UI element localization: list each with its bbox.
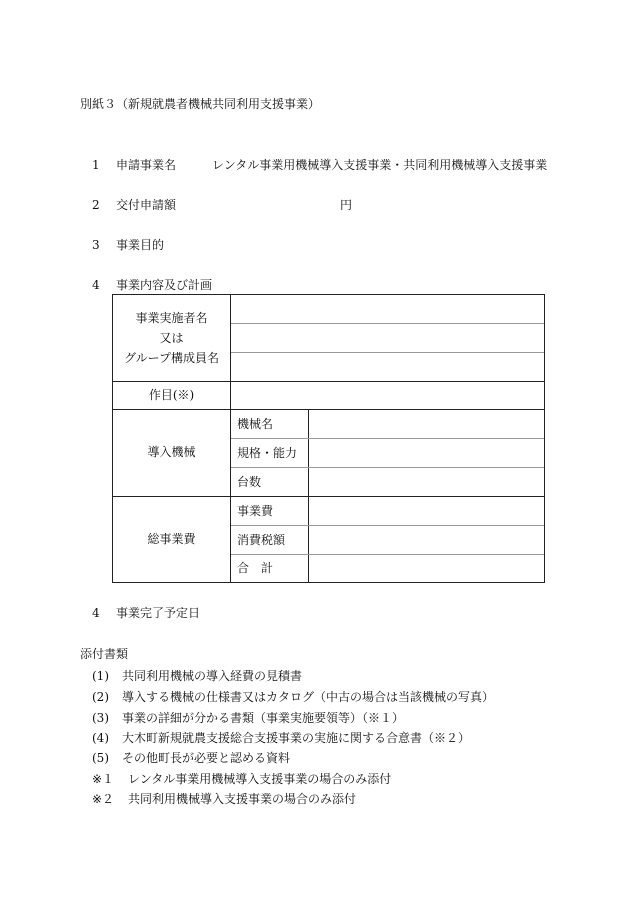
section-completion-date [92,606,200,620]
section-number: 3 [92,238,100,252]
attachment-item [92,731,470,745]
section-number: 4 [92,278,100,292]
attachment-item [92,711,404,725]
note-mark: ※１ [92,772,115,786]
section-label: 事業目的 [116,238,165,252]
tax-label: 消費税額 [237,532,286,547]
section-label: 事業完了予定日 [116,606,201,620]
attachment-mark: (3) [92,711,109,725]
machine-spec-label: 規格・能力 [237,445,298,460]
attachment-mark: (4) [92,731,109,745]
attachment-item [92,690,494,704]
total-label: 合 計 [237,561,274,575]
total-cell [237,554,273,582]
attachment-text: 導入する機械の仕様書又はカタログ（中古の場合は当該機械の写真） [122,690,495,704]
project-cost-cell [237,496,273,525]
implementer-label-line: 事業実施者名 [135,311,208,325]
plan-table [112,294,545,583]
tax-cell [237,525,285,554]
section-number: 2 [92,198,100,212]
section-application-name [92,158,547,172]
attachment-note [92,772,391,786]
application-name-value: レンタル事業用機械導入支援事業・共同利用機械導入支援事業 [212,158,548,172]
machine-count-label: 台数 [237,474,262,489]
attachment-mark: (5) [92,751,109,765]
attachment-text: 事業の詳細が分かる書類（事業実施要領等）（※１） [122,711,405,725]
implementer-label-line: 又は [159,331,184,345]
section-label: 交付申請額 [116,198,177,212]
section-content-plan [92,278,212,292]
row-divider [231,323,544,324]
note-mark: ※２ [92,792,115,806]
attachment-mark: (1) [92,669,109,683]
row-divider [231,554,544,555]
document-title: 別紙３（新規就農者機械共同利用支援事業） [80,97,321,111]
section-number: 1 [92,158,100,172]
crop-label-cell [113,381,230,409]
attachment-text: 共同利用機械の導入経費の見積書 [122,669,303,683]
attachment-note [92,792,356,806]
row-divider [231,352,544,353]
section-number: 4 [92,606,100,620]
attachment-text: 大木町新規就農支援総合支援事業の実施に関する合意書（※２） [122,731,471,745]
section-label: 事業内容及び計画 [116,278,213,292]
implementer-label-cell [113,295,230,381]
yen-unit: 円 [340,198,353,212]
note-text: レンタル事業用機械導入支援事業の場合のみ添付 [128,772,392,786]
section-purpose [92,238,164,252]
machine-label: 導入機械 [147,445,196,459]
attachment-item [92,669,302,683]
cost-label: 総事業費 [147,532,196,546]
machine-label-cell [113,409,230,495]
attachment-item [92,751,290,765]
note-text: 共同利用機械導入支援事業の場合のみ添付 [128,792,357,806]
section-requested-amount [92,198,353,212]
machine-name-cell [237,409,273,438]
project-cost-label: 事業費 [237,503,274,518]
section-label: 申請事業名 [116,158,177,172]
crop-label: 作目(※) [148,388,195,402]
cost-label-cell [113,496,230,582]
attachment-mark: (2) [92,690,109,704]
machine-count-cell [237,467,261,496]
machine-name-label: 機械名 [237,416,274,431]
implementer-label-line: グループ構成員名 [123,351,220,365]
row-divider [231,467,544,468]
machine-spec-cell [237,438,297,467]
attachments-title: 添付書類 [80,647,129,661]
attachment-text: その他町長が必要と認める資料 [122,751,291,765]
